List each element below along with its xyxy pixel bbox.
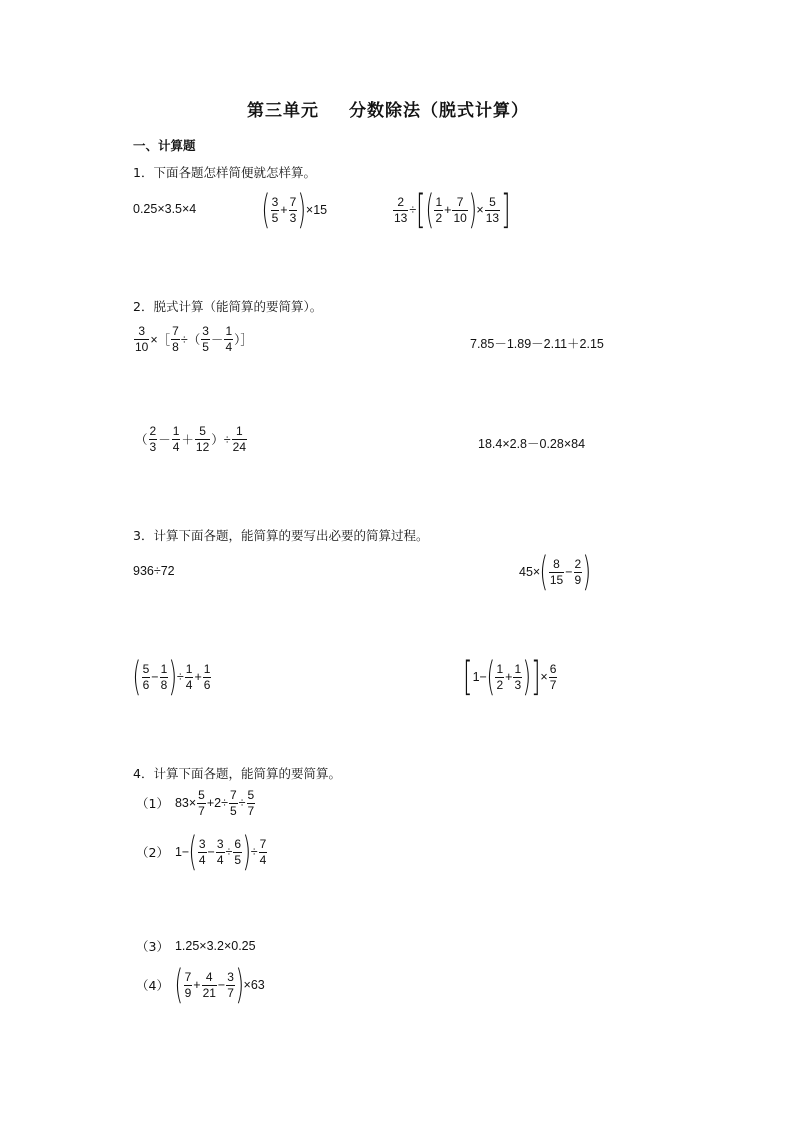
q4-expr-2: （2） 1− ( $\frac{3}{4}$ − $\frac{3}{4}$ ÷ $\frac{6}{5}$ ) ÷ $\frac{7}{4}$ (136, 829, 267, 875)
fraction: $\frac{1}{4}$ (185, 661, 193, 692)
fraction: $\frac{1}{8}$ (160, 661, 168, 692)
q4-expr-4: （4） ( $\frac{7}{9}$ + $\frac{4}{21}$ − $\frac{3}{7}$ ) ×63 (136, 962, 265, 1008)
q3-expr-3: ( $\frac{5}{6}$ − $\frac{1}{8}$ ) ÷ $\frac{1}{4}$ + $\frac{1}{6}$ (132, 654, 211, 700)
fraction: $\frac{5}{7}$ (198, 788, 205, 818)
q4-caption: 4．计算下面各题，能简算的要简算。 (133, 766, 341, 781)
q4-expr-3: （3） 1.25×3.2×0.25 (136, 939, 256, 954)
section-heading: 一、计算题 (133, 138, 196, 153)
fraction: $\frac{5}{12}$ (195, 424, 210, 454)
fraction: $\frac{7}{9}$ (184, 969, 192, 1000)
q2-caption: 2．脱式计算（能简算的要简算）。 (133, 299, 323, 314)
q3-caption: 3．计算下面各题，能简算的要写出必要的简算过程。 (133, 528, 429, 543)
fraction: $\frac{2}{3}$ (149, 424, 157, 454)
page-title (247, 96, 529, 121)
q1-expr-2: ( $\frac{3}{5}$ + $\frac{7}{3}$ ) ×15 (261, 187, 328, 233)
fraction: $\frac{6}{5}$ (234, 836, 242, 867)
fraction: $\frac{1}{3}$ (514, 661, 522, 692)
q2-expr-3: （ $\frac{2}{3}$ － $\frac{1}{4}$ ＋ $\frac{5}{12}$ ）÷ $\frac{1}{24}$ (135, 424, 247, 454)
fraction: $\frac{1}{4}$ (225, 324, 233, 354)
fraction: $\frac{5}{7}$ (247, 788, 255, 818)
fraction: $\frac{2}{13}$ (394, 194, 408, 225)
fraction: $\frac{1}{2}$ (496, 661, 504, 692)
fraction: $\frac{3}{4}$ (216, 836, 224, 867)
fraction: $\frac{7}{4}$ (259, 836, 267, 867)
fraction: $\frac{1}{6}$ (203, 661, 211, 692)
fraction: $\frac{3}{4}$ (198, 836, 206, 867)
fraction: $\frac{6}{7}$ (549, 661, 557, 692)
q1-expr-3: $\frac{2}{13}$ ÷ [ ( $\frac{1}{2}$ + $\frac{7}{10}$ ) × $\frac{5}{13}$ ] (394, 187, 511, 233)
q2-expr-1: $\frac{3}{10}$ ×［ $\frac{7}{8}$ ÷（ $\frac{3}{5}$ － $\frac{1}{4}$ ）］ (135, 324, 253, 354)
fraction: $\frac{7}{5}$ (229, 788, 237, 818)
fraction: $\frac{3}{5}$ (202, 324, 209, 354)
q1-expr-1: 0.25×3.5×4 (133, 202, 197, 216)
title-topic: 分数除法（脱式计算） (349, 101, 529, 121)
q4-expr-1: （1） 83× $\frac{5}{7}$ +2÷ $\frac{7}{5}$ ÷ $\frac{5}{7}$ (136, 788, 255, 818)
fraction: $\frac{7}{8}$ (172, 324, 179, 354)
fraction: $\frac{2}{9}$ (574, 556, 582, 587)
fraction: $\frac{7}{3}$ (289, 194, 297, 225)
title-unit: 第三单元 (247, 101, 319, 121)
q3-expr-4: [ 1− ( $\frac{1}{2}$ + $\frac{1}{3}$ ) ] × $\frac{6}{7}$ (463, 654, 557, 700)
fraction: $\frac{4}{21}$ (202, 969, 216, 1000)
fraction: $\frac{1}{2}$ (435, 194, 443, 225)
fraction: $\frac{3}{7}$ (227, 969, 234, 1000)
fraction: $\frac{1}{24}$ (232, 424, 247, 454)
fraction: $\frac{3}{10}$ (135, 324, 149, 354)
q1-caption: 1．下面各题怎样简便就怎样算。 (133, 165, 316, 180)
fraction: $\frac{8}{15}$ (549, 556, 564, 587)
q2-expr-4: 18.4×2.8－0.28×84 (478, 437, 586, 451)
q3-expr-2: 45× ( $\frac{8}{15}$ − $\frac{2}{9}$ ) (519, 549, 592, 595)
fraction: $\frac{3}{5}$ (271, 194, 279, 225)
fraction: $\frac{5}{13}$ (485, 194, 500, 225)
fraction: $\frac{1}{4}$ (172, 424, 180, 454)
fraction: $\frac{7}{10}$ (453, 194, 467, 225)
q2-expr-2: 7.85－1.89－2.11＋2.15 (470, 337, 604, 351)
fraction: $\frac{5}{6}$ (142, 661, 150, 692)
q3-expr-1: 936÷72 (133, 564, 175, 578)
